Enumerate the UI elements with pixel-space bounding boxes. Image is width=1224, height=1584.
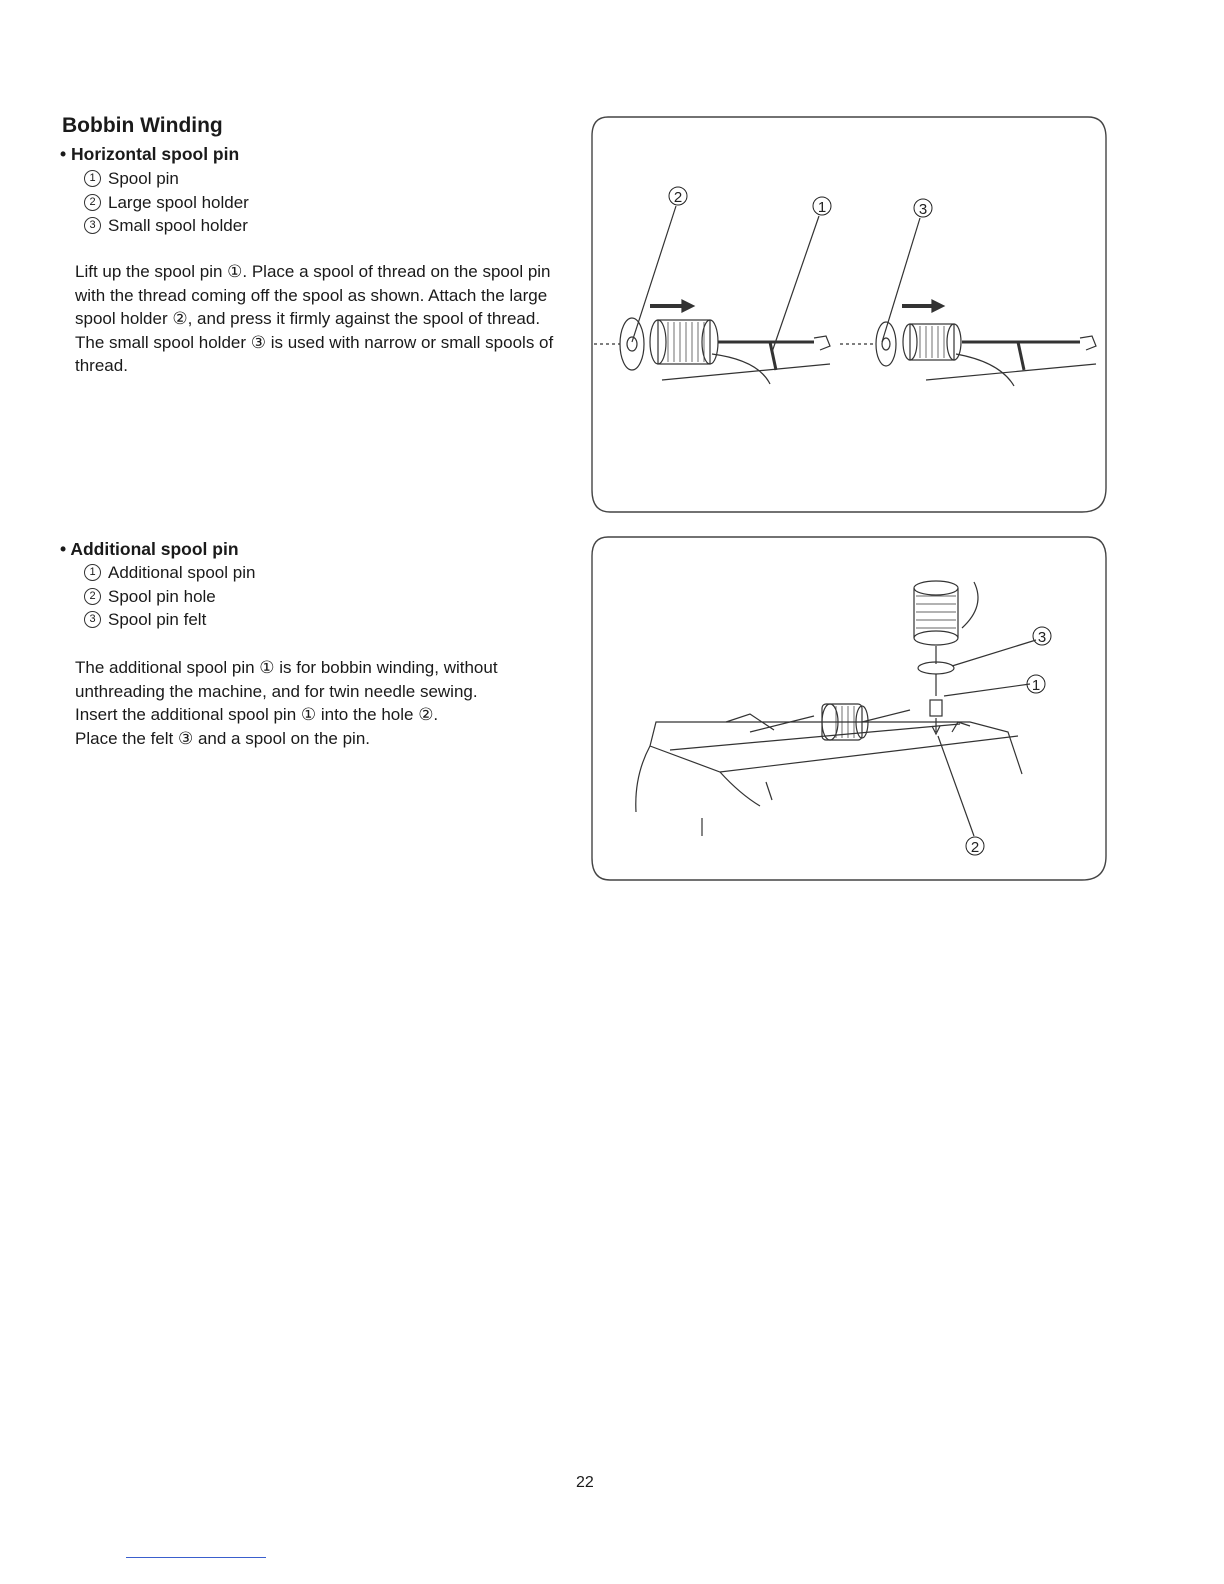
callout-number: 3	[84, 217, 101, 234]
legend-label: Small spool holder	[108, 216, 248, 235]
legend-item	[84, 191, 249, 215]
legend-label: Spool pin felt	[108, 610, 207, 629]
callout-number: 1	[84, 170, 101, 187]
callout-number: 2	[84, 588, 101, 605]
paragraph: Lift up the spool pin ①. Place a spool of thread on the spool pin with the thread coming off the spool as shown. Attach the large spool holder ②, and press it firmly against the spool of thread.	[75, 262, 551, 329]
legend-label: Spool pin	[108, 169, 179, 188]
figure-callout: 3	[1037, 629, 1047, 646]
legend-label: Additional spool pin	[108, 563, 256, 582]
legend-horizontal	[84, 167, 249, 238]
figure-callout: 3	[918, 201, 928, 218]
additional-spool-pin-illustration	[590, 536, 1108, 884]
callout-number: 3	[84, 611, 101, 628]
footer-rule	[126, 1557, 266, 1558]
legend-item	[84, 561, 255, 585]
figure-additional-spool-pin	[590, 536, 1108, 884]
figure-callout: 1	[817, 199, 827, 216]
figure-horizontal-spool-pin	[590, 116, 1108, 516]
instructions-horizontal	[75, 260, 555, 378]
legend-label: Large spool holder	[108, 192, 249, 212]
figure-callout: 2	[970, 839, 980, 856]
page-title: Bobbin Winding	[62, 114, 223, 137]
paragraph: Place the felt ③ and a spool on the pin.	[75, 728, 370, 748]
legend-item	[84, 608, 255, 632]
spool-pin-illustration	[590, 116, 1108, 516]
legend-additional	[84, 561, 255, 632]
figure-callout: 2	[673, 189, 683, 206]
paragraph: The small spool holder ③ is used with narrow or small spools of thread.	[75, 332, 554, 376]
legend-item	[84, 167, 249, 191]
legend-item	[84, 585, 255, 609]
page-number: 22	[576, 1474, 594, 1491]
figure-callout: 1	[1031, 677, 1041, 694]
instructions-additional	[75, 656, 575, 750]
paragraph: Insert the additional spool pin ① into the hole ②.	[75, 705, 439, 725]
legend-label: Spool pin hole	[108, 586, 216, 606]
section-heading-additional-spool-pin: • Additional spool pin	[60, 539, 239, 559]
section-heading-horizontal-spool-pin: • Horizontal spool pin	[60, 144, 240, 164]
callout-number: 2	[84, 194, 101, 211]
legend-item	[84, 214, 249, 238]
paragraph: The additional spool pin ① is for bobbin winding, without unthreading the machine, and for twin needle sewing.	[75, 658, 498, 701]
callout-number: 1	[84, 564, 101, 581]
